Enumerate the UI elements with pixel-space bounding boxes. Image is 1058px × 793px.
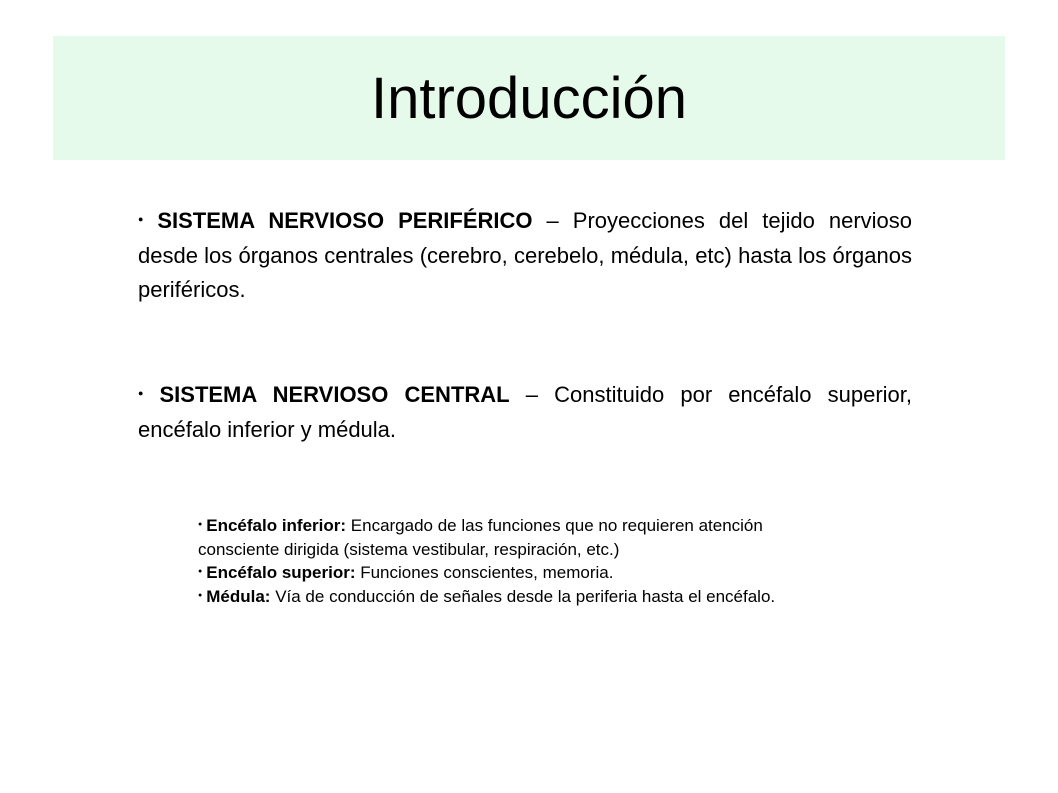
bullet-term: SISTEMA NERVIOSO CENTRAL <box>159 382 510 407</box>
sub-item-upper-brain <box>198 561 816 585</box>
sub-item-text: Funciones conscientes, memoria. <box>355 563 614 583</box>
sub-item-term: Encéfalo superior: <box>206 563 356 583</box>
sub-item-term: Médula: <box>206 587 271 607</box>
bullet-dot-icon: ● <box>198 568 203 576</box>
slide-title: Introducción <box>371 65 687 131</box>
bullet-dot-icon: ● <box>198 592 203 600</box>
bullet-dot-icon: ● <box>198 521 203 529</box>
sub-item-lower-brain <box>198 514 816 561</box>
bullet-text: – Constituido por encéfalo superior, encéfalo inferior y médula. <box>138 382 912 443</box>
sub-item-text: Encargado de las funciones que no requieren atención consciente dirigida (sistema vestibular, respiración, etc.) <box>198 516 763 560</box>
title-banner <box>53 36 1005 160</box>
bullet-central-nervous-system <box>138 378 912 447</box>
bullet-peripheral-nervous-system <box>138 204 912 307</box>
sub-item-text: Vía de conducción de señales desde la periferia hasta el encéfalo. <box>270 587 776 607</box>
bullet-dot-icon: ● <box>138 214 152 225</box>
bullet-dot-icon: ● <box>138 388 154 399</box>
sub-item-term: Encéfalo inferior: <box>206 516 347 535</box>
sub-list <box>198 514 816 609</box>
sub-item-spinal-cord <box>198 585 816 609</box>
bullet-text: – Proyecciones del tejido nervioso desde los órganos centrales (cerebro, cerebelo, médula, etc) hasta los órganos periféricos. <box>138 208 913 303</box>
bullet-term: SISTEMA NERVIOSO PERIFÉRICO <box>157 208 533 233</box>
